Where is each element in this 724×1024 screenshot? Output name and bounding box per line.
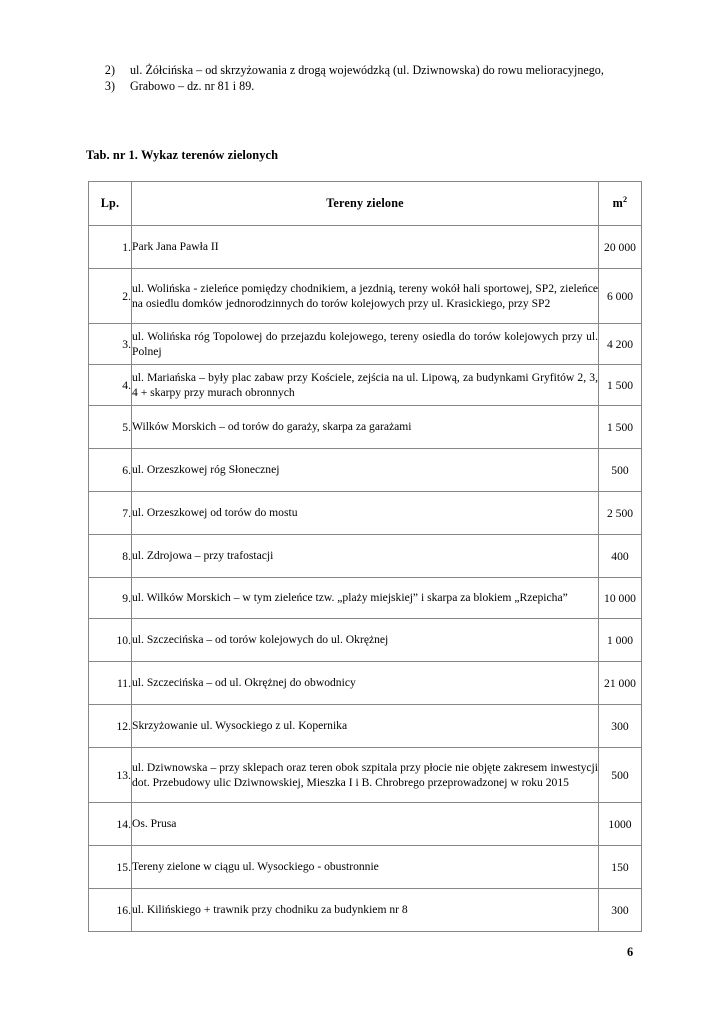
table-row — [89, 748, 642, 803]
cell-name: ul. Zdrojowa – przy trafostacji — [132, 535, 599, 578]
cell-area: 400 — [599, 535, 642, 578]
cell-area: 2 500 — [599, 492, 642, 535]
table-caption: Tab. nr 1. Wykaz terenów zielonych — [86, 148, 279, 162]
cell-name: ul. Dziwnowska – przy sklepach oraz teren obok szpitala przy płocie nie objęte zakresem inwestycji dot. Przebudowy ulic Dziwnowskiej, Mieszka I i B. Chrobrego przeprowadzonej w roku 2015 — [132, 748, 599, 803]
cell-lp: 7. — [89, 492, 132, 535]
list-item-text: Grabowo – dz. nr 81 i 89. — [130, 79, 255, 94]
list-item — [88, 78, 644, 94]
green-areas-table-container — [88, 181, 641, 932]
intro-numbered-list — [88, 62, 644, 95]
cell-lp: 8. — [89, 535, 132, 578]
column-header-name: Tereny zielone — [132, 182, 599, 226]
table-row — [89, 705, 642, 748]
green-areas-table — [88, 181, 642, 932]
list-item-text: ul. Żółcińska – od skrzyżowania z drogą wojewódzką (ul. Dziwnowska) do rowu melioracyjnego, — [130, 63, 604, 77]
cell-name: Os. Prusa — [132, 803, 599, 846]
cell-lp: 15. — [89, 846, 132, 889]
page-number: 6 — [627, 945, 634, 959]
list-item-marker: 2) — [104, 63, 115, 77]
cell-lp: 14. — [89, 803, 132, 846]
table-row — [89, 889, 642, 932]
cell-lp: 5. — [89, 406, 132, 449]
table-row — [89, 803, 642, 846]
table-row — [89, 406, 642, 449]
cell-name: ul. Mariańska – były plac zabaw przy Kościele, zejścia na ul. Lipową, za budynkami Gryfitów 2, 3, 4 + skarpy przy murach obronnych — [132, 365, 599, 406]
cell-lp: 3. — [89, 324, 132, 365]
table-row — [89, 269, 642, 324]
cell-area: 6 000 — [599, 269, 642, 324]
cell-area: 1 500 — [599, 406, 642, 449]
cell-name: ul. Szczecińska – od torów kolejowych do ul. Okrężnej — [132, 619, 599, 662]
cell-area: 500 — [599, 449, 642, 492]
cell-area: 300 — [599, 705, 642, 748]
table-row — [89, 449, 642, 492]
list-item — [88, 62, 644, 78]
cell-area: 150 — [599, 846, 642, 889]
cell-lp: 11. — [89, 662, 132, 705]
cell-name: Tereny zielone w ciągu ul. Wysockiego - obustronnie — [132, 846, 599, 889]
cell-lp: 2. — [89, 269, 132, 324]
table-row — [89, 226, 642, 269]
cell-area: 10 000 — [599, 578, 642, 619]
column-header-area — [599, 182, 642, 226]
list-item-marker: 3) — [104, 79, 115, 94]
table-row — [89, 535, 642, 578]
cell-lp: 6. — [89, 449, 132, 492]
table-row — [89, 324, 642, 365]
cell-name: ul. Kilińskiego + trawnik przy chodniku za budynkiem nr 8 — [132, 889, 599, 932]
cell-name: ul. Wilków Morskich – w tym zieleńce tzw. „plaży miejskiej” i skarpa za blokiem „Rzepicha” — [132, 578, 599, 619]
cell-lp: 9. — [89, 578, 132, 619]
cell-area: 300 — [599, 889, 642, 932]
cell-name: ul. Wolińska róg Topolowej do przejazdu kolejowego, tereny osiedla do torów kolejowych przy ul. Polnej — [132, 324, 599, 365]
table-row — [89, 619, 642, 662]
cell-name: ul. Szczecińska – od ul. Okrężnej do obwodnicy — [132, 662, 599, 705]
cell-area: 1 500 — [599, 365, 642, 406]
cell-lp: 1. — [89, 226, 132, 269]
table-row — [89, 365, 642, 406]
column-header-lp: Lp. — [89, 182, 132, 226]
cell-lp: 10. — [89, 619, 132, 662]
cell-area: 4 200 — [599, 324, 642, 365]
cell-area: 20 000 — [599, 226, 642, 269]
cell-name: ul. Orzeszkowej od torów do mostu — [132, 492, 599, 535]
cell-lp: 13. — [89, 748, 132, 803]
table-body — [89, 226, 642, 932]
column-header-area-unit: m — [612, 196, 624, 210]
cell-name: ul. Orzeszkowej róg Słonecznej — [132, 449, 599, 492]
table-header-row — [89, 182, 642, 226]
cell-lp: 16. — [89, 889, 132, 932]
cell-name: ul. Wolińska - zieleńce pomiędzy chodnikiem, a jezdnią, tereny wokół hali sportowej, SP2, zieleńce na osiedlu domków jednorodzinnych do torów kolejowych przy ul. Krasickiego, przy SP2 — [132, 269, 599, 324]
cell-name: Wilków Morskich – od torów do garaży, skarpa za garażami — [132, 406, 599, 449]
cell-area: 1000 — [599, 803, 642, 846]
cell-name: Park Jana Pawła II — [132, 226, 599, 269]
column-header-area-exponent: 2 — [623, 194, 628, 204]
table-row — [89, 578, 642, 619]
table-row — [89, 846, 642, 889]
table-row — [89, 662, 642, 705]
cell-area: 21 000 — [599, 662, 642, 705]
cell-area: 1 000 — [599, 619, 642, 662]
cell-name: Skrzyżowanie ul. Wysockiego z ul. Kopernika — [132, 705, 599, 748]
table-row — [89, 492, 642, 535]
cell-area: 500 — [599, 748, 642, 803]
cell-lp: 12. — [89, 705, 132, 748]
cell-lp: 4. — [89, 365, 132, 406]
